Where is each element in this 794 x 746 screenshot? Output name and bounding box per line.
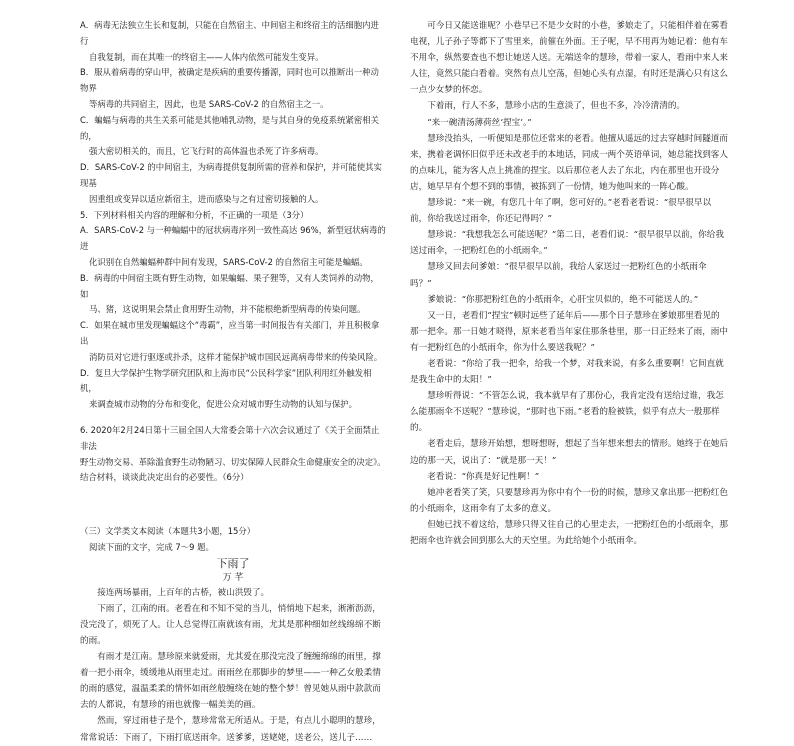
story-paragraph: 又一日，老看们“捏宝”顿时远些了延年后——那个日子慧珍在爹娘那里看见的那一把伞。那一日她才晓得，原来老看当年家住那条巷里，那一日正经来了雨，雨中有一把粉红色的小纸雨伞，你为什么要送我呢？” bbox=[410, 310, 728, 353]
question-6-line: 野生动物交易、革除滥食野生动物陋习、切实保障人民群众生命健康安全的决定》。 bbox=[80, 456, 386, 467]
story-paragraph: “来一碗清汤薄荷丝‘捏宝’。” bbox=[427, 117, 532, 128]
question-6-line: 6. 2020年2月24日第十三届全国人大常委会第十六次会议通过了《关于全面禁止非法 bbox=[80, 424, 380, 451]
text-line: 等病毒的共同宿主，因此，也是 SARS-CoV-2 的自然宿主之一。 bbox=[89, 98, 329, 109]
text-line: 来调查城市动物的分布和变化，促进公众对城市野生动物的认知与保护。 bbox=[89, 399, 357, 410]
text-line: B．服从着病毒的穿山甲，被确定是疾病的重要传播源，同时也可以推断出一种动物界 bbox=[80, 67, 379, 94]
text-line: A．SARS-CoV-2 与一种蝙蝠中的冠状病毒序列一致性高达 96%，新型冠状病毒的进 bbox=[80, 225, 386, 252]
text-line: 因重组或变异以适应新宿主，进而感染与之有过密切接触的人。 bbox=[89, 193, 324, 204]
text-line: D．复旦大学保护生物学研究团队和上海市民“公民科学家”团队利用红外触发相机， bbox=[80, 367, 372, 394]
story-paragraph: 慧珍又回去问爹娘：“很早很早以前，我给人家送过一把粉红色的小纸雨伞吗？” bbox=[410, 262, 707, 289]
text-line: 消防员对它进行驱逐或扑杀，这样才能保护城市国民远离病毒带来的传染风险。 bbox=[89, 351, 383, 362]
story-paragraph: 慧珍说：“来一碗，有您几十年了啊，您可好的。”老看老看说：“很早很早以前，你给我送过雨伞，你还记得吗？” bbox=[410, 198, 712, 225]
story-paragraph: 她冲老看笑了笑，只要慧珍再为你中有个一份的时候，慧珍又拿出那一把粉红色的小纸雨伞，这雨伞有了太多的意义。 bbox=[410, 487, 728, 514]
text-line: B．病毒的中间宿主既有野生动物，如果蝙蝠、果子狸等，又有人类饲养的动物，如 bbox=[80, 272, 379, 299]
story-paragraph: 老看说：“你真是好记性啊！” bbox=[427, 471, 540, 482]
right-column bbox=[410, 18, 728, 554]
text-line: C．如果在城市里发现蝙蝠这个“毒霸”，应当第一时间报告有关部门，并且积极拿出 bbox=[80, 320, 380, 346]
section-title: （三）文学类文本阅读（本题共3小题，15分） bbox=[80, 526, 256, 537]
section-instruction: 阅读下面的文字，完成 7～9 题。 bbox=[89, 541, 214, 552]
text-line: D．SARS-CoV-2 的中间宿主，为病毒提供复制所需的营养和保护，并可能使其实现基 bbox=[80, 162, 382, 188]
text-line: A．病毒无法独立生长和复制，只能在自然宿主、中间宿主和终宿主的活细胞内进行 bbox=[80, 20, 379, 46]
text-line: 强大密切相关的，而且，它飞行时的高体温也杀死了许多病毒。 bbox=[89, 146, 324, 157]
story-body-left bbox=[80, 585, 386, 746]
text-line: 自我复制，而在其唯一的终宿主——人体内依然可能发生变异。 bbox=[89, 51, 324, 62]
text-line: 化识别在自然蝙蝠种群中间有发现，SARS-CoV-2 的自然宿主可能是蝙蝠。 bbox=[89, 256, 368, 267]
question-block-4-5 bbox=[80, 18, 386, 413]
story-paragraph: 慧珍没抬头，一听便知是那位还常来的老看。他擅从遥远的过去穿越时间隧道而来，携着老调怀旧似乎还未改老手的本地话，同成一两个英语单词，她总能找到客人的点味儿，能为客人点上挑准的捏宝。以后那位老人去了东北，内在那里也开设分店，她早早有个想不到的事情，被拣到了一份情，她为他叫来的一阵心酸。 bbox=[410, 133, 728, 192]
text-line: 马、猪，这说明果会禁止食用野生动物，并不能根绝新型病毒的传染问题。 bbox=[89, 304, 366, 315]
story-paragraph: 接连两场暴雨，上百年的古桥，被山洪毁了。 bbox=[97, 587, 270, 598]
story-paragraph: 有雨才是江南。慧珍原来就爱雨，尤其爱在那没完没了缠缠绵绵的雨里，撑着一把小雨伞，缓缓地从雨里走过。雨雨丝在那脚步的梦里——一种乙女般柔情的雨的感觉，温温柔柔的情怀如雨丝般缠绕在她的整个梦！曾见她从雨中款款而去的人都说，有慧珍的雨也就像一幅美美的画。 bbox=[80, 652, 381, 711]
story-paragraph: 慧珍说：“我想我怎么可能送呢？”第二日，老看们说：“很早很早以前，你给我送过雨伞，一把粉红色的小纸雨伞。” bbox=[410, 230, 724, 257]
question-5-stem: 5．下列材料相关内容的理解和分析，不正确的一项是（3分） bbox=[80, 209, 309, 220]
story-paragraph: 但她已找不着这给，慧珍只得又往自己的心里走去，一把粉红色的小纸雨伞，那把雨伞也许就会回到那么大的天空里。为此给她个小纸雨伞。 bbox=[410, 519, 728, 546]
text-line: C．蝙蝠与病毒的共生关系可能是其他哺乳动物，是与其自身的免疫系统紧密相关的， bbox=[80, 114, 379, 141]
story-paragraph: 然而，穿过雨巷子是个，慧珍常常无所适从。于是，有点儿小聪明的慧珍，常常说话：下雨了，下雨打底送雨伞。送爹爹，送姥姥，送老公，送儿子…… bbox=[80, 716, 381, 743]
spacer bbox=[80, 413, 386, 423]
story-paragraph: 可今日又能送谁呢？小巷早已不是少女时的小巷，爹娘走了，只能相伴着在雾看电视，儿子孙子等都下了雪里来，前催在外面。王子呢，早不用再为她记着：他有车不用伞，纵然要查也不想让她送人送。无端送伞的慧珍，带着一家人，看雨中来人来人往，竟然只能白看着。突然有点儿空荡，但她心头有点湿，有时还是满心只有这么一点少女梦的怀恋。 bbox=[410, 21, 728, 96]
story-paragraph: 下雨了，江南的雨。老看在和不知不觉的当儿，悄悄地下起来，淅淅沥沥，没完没了，烦死了人。让人总觉得江南就该有雨，尤其是那种细如丝线绵绵不断的雨。 bbox=[80, 603, 381, 646]
story-paragraph: 老看说：“你给了我一把伞，给我一个梦，对我来说，有多么重要啊！它间直就是我生命中的太阳！” bbox=[410, 358, 724, 386]
answer-space bbox=[80, 486, 386, 524]
story-paragraph: 爹娘说：“你那把粉红色的小纸雨伞，心肝宝贝似的，绝不可能送人的。” bbox=[427, 294, 699, 305]
story-paragraph: 下着雨，行人不多，慧珍小店的生意淡了，但也不多，冷冷清清的。 bbox=[427, 101, 686, 112]
story-author: 万 芊 bbox=[222, 572, 244, 583]
section-heading bbox=[80, 524, 386, 556]
left-column bbox=[80, 18, 386, 743]
story-paragraph: 老看走后，慧珍开始想，想呀想呀，想起了当年想来想去的情形。她终于在她后边的那一天，说出了：“就是那一天！” bbox=[410, 439, 728, 466]
story-paragraph: 慧珍听得说：“不管怎么说，我本就早有了那份心，我肯定没有送给过谁，我怎么能那雨伞不送呢？”慧珍说，“那时也下雨。”老看的脸被铁，似乎有点大一般那样的。 bbox=[410, 391, 724, 434]
question-6 bbox=[80, 423, 386, 486]
question-6-line: 结合材料，谈谈此决定出台的必要性。（6分） bbox=[80, 472, 249, 483]
story-title: 下雨了 bbox=[216, 556, 250, 570]
